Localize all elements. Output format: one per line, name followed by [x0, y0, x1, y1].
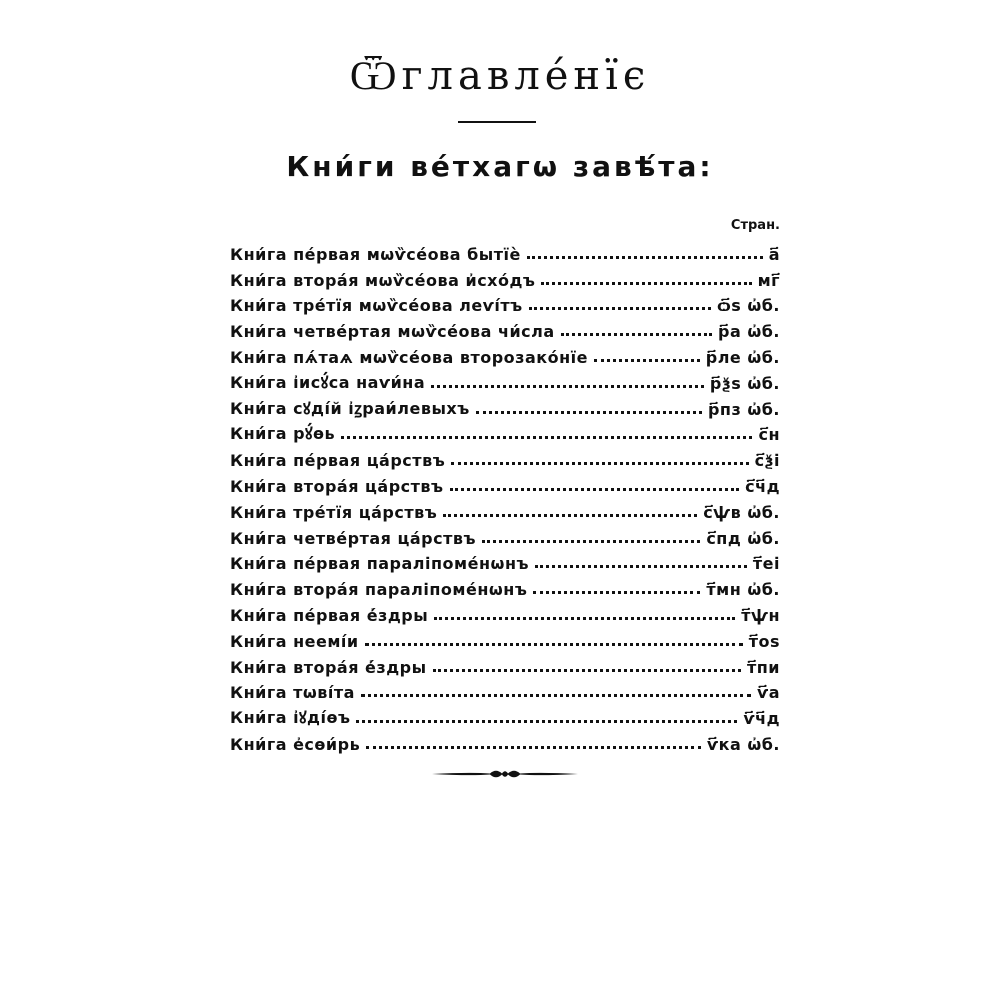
dot-leader — [361, 694, 751, 697]
toc-page-number: с҃ч҃д — [745, 476, 780, 496]
toc-book-title: Кни́га і҆исꙋ́са наѵи́на — [230, 372, 426, 392]
toc-book-title: Кни́га четве́ртая мѡѷсе́ова чи́сла — [230, 322, 555, 342]
dot-leader — [533, 591, 700, 594]
toc-entry — [230, 522, 780, 548]
toc-book-title: Кни́га пе́рвая мѡѷсе́ова бытїѐ — [230, 244, 521, 264]
toc-page-number: ѵ҃а — [757, 683, 780, 703]
dot-leader — [443, 514, 697, 517]
toc-entry — [230, 290, 780, 316]
toc-entry — [230, 238, 780, 264]
toc-entry — [230, 702, 780, 728]
toc-entry — [230, 315, 780, 341]
toc-book-title: Кни́га четве́ртая ца́рствъ — [230, 528, 477, 548]
dot-leader — [451, 462, 748, 465]
toc-book-title: Кни́га неемі́и — [230, 631, 359, 651]
toc-book-title: Кни́га втора́я ца́рствъ — [230, 476, 444, 496]
ornament-flourish — [430, 764, 580, 784]
dot-leader — [434, 617, 735, 620]
dot-leader — [433, 669, 741, 672]
toc-page-number: с҃ѯі — [754, 451, 780, 471]
toc-page-number: ѻ҃ѕ ѡ҆б. — [716, 296, 780, 316]
toc-book-title: Кни́га втора́я мѡѷсе́ова и҆схо́дъ — [230, 270, 536, 290]
dot-leader — [529, 307, 711, 310]
toc-page-number: т҃ѱн — [741, 605, 780, 625]
toc-page-number: ѵ҃ка ѡ҆б. — [706, 734, 780, 754]
toc-page-number: ѵ҃ч҃д — [743, 709, 780, 729]
dot-leader — [535, 565, 747, 568]
dot-leader — [561, 333, 712, 336]
table-of-contents — [230, 238, 780, 754]
title-divider — [458, 121, 536, 123]
dot-leader — [450, 488, 740, 491]
toc-page-number: р҃а ѡ҆б. — [718, 322, 780, 342]
toc-page-number: с҃пд ѡ҆б. — [706, 528, 780, 548]
toc-entry — [230, 548, 780, 574]
dot-leader — [341, 436, 752, 439]
toc-book-title: Кни́га пе́рвая параліпоме́нѡнъ — [230, 554, 530, 574]
toc-book-title: Кни́га і҆ꙋді́ѳъ — [230, 708, 351, 728]
toc-page-number: р҃пз ѡ҆б. — [707, 399, 780, 419]
toc-book-title: Кни́га втора́я параліпоме́нѡнъ — [230, 580, 528, 600]
toc-book-title: Кни́га пе́рвая е҆́здры — [230, 605, 429, 625]
dot-leader — [365, 643, 743, 646]
dot-leader — [431, 385, 704, 388]
toc-entry — [230, 341, 780, 367]
dot-leader — [527, 256, 763, 259]
toc-entry — [230, 496, 780, 522]
toc-entry — [230, 728, 780, 754]
toc-entry — [230, 419, 780, 445]
toc-book-title: Кни́га рꙋ́ѳь — [230, 424, 336, 444]
toc-entry — [230, 573, 780, 599]
toc-entry — [230, 367, 780, 393]
section-heading: Кни́ги ве́тхагѡ завѣ́та: — [286, 150, 714, 183]
toc-entry — [230, 393, 780, 419]
toc-book-title: Кни́га сꙋді́й і҆ꙁраи́левыхъ — [230, 398, 470, 418]
toc-page-number: т҃оѕ — [748, 631, 780, 651]
page-column-label: Стран. — [730, 218, 780, 233]
toc-page-number: р҃ле ѡ҆б. — [705, 347, 780, 367]
toc-entry — [230, 264, 780, 290]
dot-leader — [476, 411, 702, 414]
page-title: Ѿглавле́нїє — [349, 53, 651, 99]
toc-book-title: Кни́га тре́тїя ца́рствъ — [230, 502, 438, 522]
toc-page-number: т҃еі — [752, 554, 780, 574]
toc-page-number: т҃пи — [746, 657, 780, 677]
toc-entry — [230, 444, 780, 470]
toc-page-number: т҃мн ѡ҆б. — [706, 580, 780, 600]
toc-entry — [230, 651, 780, 677]
toc-entry — [230, 677, 780, 703]
toc-book-title: Кни́га е҆сѳи́рь — [230, 734, 361, 754]
toc-page-number: мг҃ — [757, 270, 780, 290]
dot-leader — [594, 359, 700, 362]
dot-leader — [356, 720, 737, 723]
toc-entry — [230, 625, 780, 651]
toc-entry — [230, 599, 780, 625]
toc-book-title: Кни́га пѧ́таѧ мѡѷсе́ова второзако́нїе — [230, 347, 588, 367]
dot-leader — [482, 540, 700, 543]
toc-entry — [230, 470, 780, 496]
dot-leader — [366, 746, 701, 749]
toc-book-title: Кни́га втора́я е҆́здры — [230, 657, 427, 677]
toc-page-number: с҃ѱв ѡ҆б. — [703, 502, 780, 522]
toc-book-title: Кни́га пе́рвая ца́рствъ — [230, 451, 446, 471]
toc-page-number: с҃н — [758, 425, 780, 445]
toc-page-number: р҃ѯѕ ѡ҆б. — [709, 373, 780, 393]
toc-book-title: Кни́га тѡві́та — [230, 683, 355, 703]
toc-page-number: а҃ — [768, 244, 780, 264]
toc-book-title: Кни́га тре́тїя мѡѷсе́ова леѵі́тъ — [230, 296, 523, 316]
dot-leader — [541, 282, 751, 285]
